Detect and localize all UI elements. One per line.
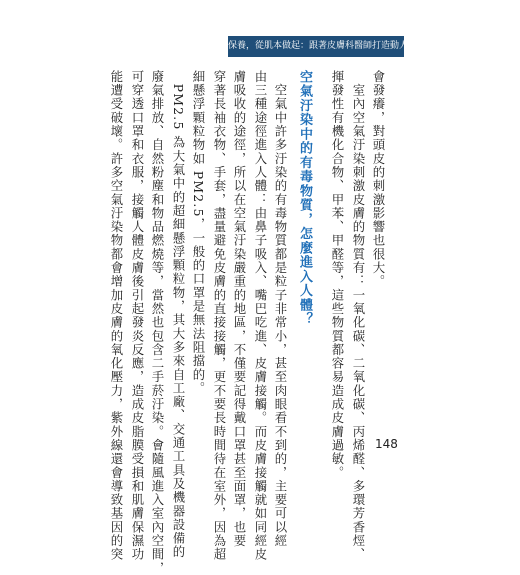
text-column-11: 廢氣排放、自然粉塵和物品燃燒等，當然也包含二手菸汙染。會隨風進入室內空間， <box>150 70 165 575</box>
text-column-10: PM2.5 為大氣中的超細懸浮顆粒物，其大多來自工廠、交通工具及機器設備的 <box>171 70 186 559</box>
page-number: 148 <box>375 437 398 451</box>
text-column-12: 可穿透口罩和衣服，接觸人體皮膚後引起發炎反應，造成皮脂膜受損和肌膚保濕功 <box>130 70 145 562</box>
text-column-5: 空氣中許多汙染的有毒物質都是粒子非常小，甚至肉眼看不到的，主要可以經 <box>273 70 288 548</box>
section-heading: 空氣汙染中的有毒物質，怎麼進入人體？ <box>297 70 312 327</box>
text-column-8: 穿著長袖衣物、手套，盡量避免皮膚的直接接觸，更不要長時間待在室外，因為超 <box>212 70 227 562</box>
running-header <box>228 36 427 57</box>
text-column-1: 會發癢，對頭皮的刺激影響也很大。 <box>371 70 386 289</box>
text-column-13: 能遭受破壞。許多空氣汙染物都會增加皮膚的氧化壓力，紫外線還會導致基因的突 <box>109 70 124 562</box>
running-header-title: 保養，從肌本做起：跟著皮膚科醫師打造動人美肌 <box>228 41 427 51</box>
text-column-6: 由三種途徑進入人體：由鼻子吸入、嘴巴吃進、皮膚接觸。而皮膚接觸就如同經皮 <box>253 70 268 562</box>
text-column-9: 細懸浮顆粒物如 PM2.5，一般的口罩是無法阻擋的。 <box>191 70 206 396</box>
text-column-7: 膚吸收的途徑，所以在空氣汙染嚴重的地區，不僅要記得戴口罩甚至面罩，也要 <box>232 70 247 548</box>
text-column-2: 室內空氣汙染刺激皮膚的物質有：一氧化碳、二氧化碳、丙烯醛、多環芳香烴、 <box>351 70 366 562</box>
text-column-3: 揮發性有機化合物、甲苯、甲醛等，這些物質都容易造成皮膚過敏。 <box>330 70 345 480</box>
